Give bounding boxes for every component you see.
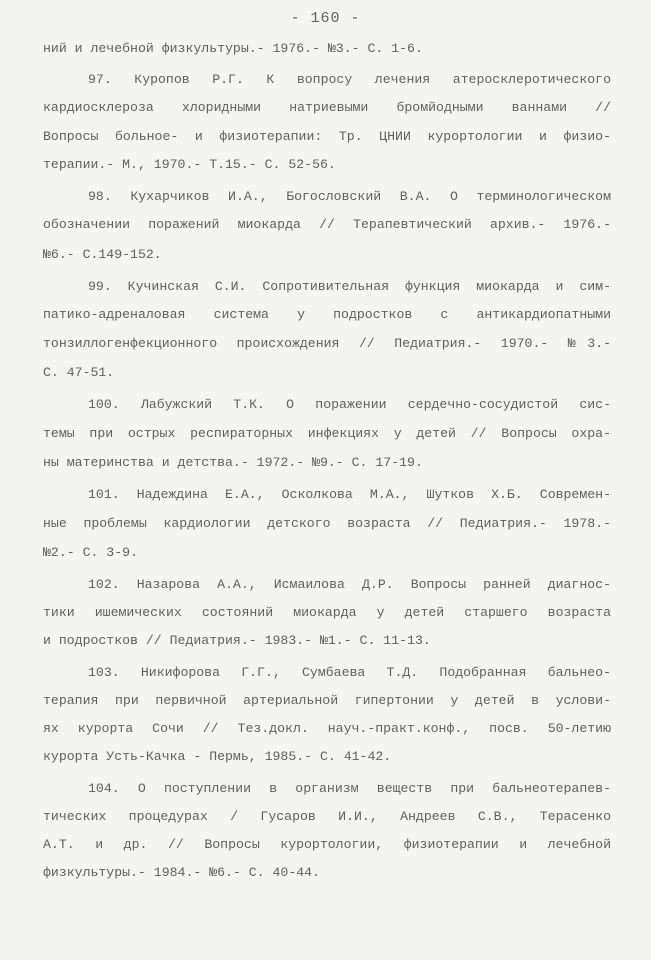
- text-line: ях курорта Сочи // Тез.докл. науч.-практ.конф., посв. 50-летию: [43, 721, 611, 736]
- text-line: тики ишемических состояний миокарда у детей старшего возраста: [43, 605, 611, 620]
- text-line: тических процедурах / Гусаров И.И., Андреев С.В., Терасенко: [43, 809, 611, 824]
- text-line: Вопросы больное- и физиотерапии: Тр. ЦНИИ курортологии и физио-: [43, 129, 611, 144]
- text-line: курорта Усть-Качка - Пермь, 1985.- С. 41-42.: [43, 749, 392, 764]
- page-number: - 160 -: [290, 10, 361, 27]
- text-line: С. 47-51.: [43, 365, 115, 380]
- text-line: А.Т. и др. // Вопросы курортологии, физиотерапии и лечебной: [43, 837, 611, 852]
- text-line: кардиосклероза хлоридными натриевыми бромйодными ваннами //: [43, 100, 611, 115]
- text-line: 100. Лабужский Т.К. О поражении сердечно-сосудистой сис-: [88, 397, 611, 412]
- text-line: терапии.- М., 1970.- Т.15.- С. 52-56.: [43, 157, 336, 172]
- text-line: 104. О поступлении в организм веществ при бальнеотерапев-: [88, 781, 611, 796]
- text-line: физкультуры.- 1984.- №6.- С. 40-44.: [43, 865, 320, 880]
- text-line: 103. Никифорова Г.Г., Сумбаева Т.Д. Подобранная бальнео-: [88, 665, 611, 680]
- text-line: 102. Назарова А.А., Исмаилова Д.Р. Вопросы ранней диагнос-: [88, 577, 611, 592]
- text-line: и подростков // Педиатрия.- 1983.- №1.- С. 11-13.: [43, 633, 431, 648]
- text-line: ны материнства и детства.- 1972.- №9.- С. 17-19.: [43, 455, 423, 470]
- text-line: ний и лечебной физкультуры.- 1976.- №3.- С. 1-6.: [43, 41, 423, 56]
- text-line: 101. Надеждина Е.А., Осколкова М.А., Шутков Х.Б. Современ-: [88, 487, 611, 502]
- text-line: 99. Кучинская С.И. Сопротивительная функция миокарда и сим-: [88, 279, 611, 294]
- text-line: 97. Куропов Р.Г. К вопросу лечения атеросклеротического: [88, 72, 611, 87]
- text-line: №2.- С. 3-9.: [43, 545, 138, 560]
- text-line: терапия при первичной артериальной гипертонии у детей в услови-: [43, 693, 611, 708]
- text-line: обозначении поражений миокарда // Терапевтический архив.- 1976.-: [43, 217, 611, 232]
- text-line: ные проблемы кардиологии детского возраста // Педиатрия.- 1978.-: [43, 516, 611, 531]
- text-line: патико-адреналовая система у подростков с антикардиопатными: [43, 307, 611, 322]
- text-line: 98. Кухарчиков И.А., Богословский В.А. О терминологическом: [88, 189, 611, 204]
- text-line: №6.- С.149-152.: [43, 247, 162, 262]
- text-line: тонзиллогенфекционного происхождения // Педиатрия.- 1970.- №3.-: [43, 336, 611, 351]
- text-line: темы при острых респираторных инфекциях у детей // Вопросы охра-: [43, 426, 611, 441]
